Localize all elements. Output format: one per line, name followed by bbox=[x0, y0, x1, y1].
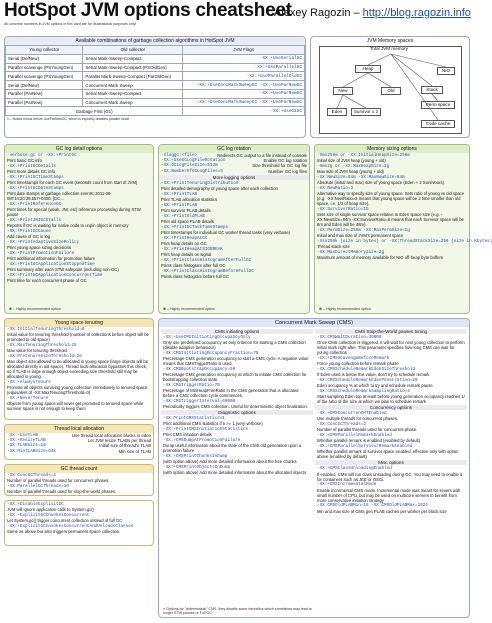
young-tenuring-box bbox=[4, 318, 154, 420]
memory-spaces-box bbox=[310, 36, 470, 138]
option-entry bbox=[159, 214, 309, 224]
option-flag: -XX:MinTLABSize=64k bbox=[7, 448, 56, 454]
option-flag: -XX:GCLogFileSize=512m bbox=[161, 163, 218, 169]
option-description: Periodically triggers CMS collection. Useful for deterministic object finalization. bbox=[163, 404, 308, 410]
option-flag: -XX:+PrintGCTaskTimeStamps bbox=[161, 224, 229, 230]
option-flag: -XX:ParallelGCThreads=16 bbox=[7, 484, 69, 489]
memory-sizing-legend bbox=[319, 307, 371, 311]
option-entry bbox=[161, 335, 313, 350]
option-description: Min and max size of CMS gen PLAB caches per worker per block size bbox=[317, 508, 447, 514]
option-flag: -XX:+PrintPromotionFailure bbox=[7, 251, 75, 256]
option-description: Enable incremental CMS mode. Incremental mode was meant for severs with small number of CPU, but may be used on multicore servers to benefit from more conservative initiation strategy bbox=[317, 487, 461, 503]
table-row bbox=[6, 72, 305, 81]
option-flag: -XX:+PrintHeapAtGC bbox=[161, 235, 208, 241]
gc-log-rotation-box bbox=[158, 144, 310, 314]
cell: -XX:+UseConcMarkSweepGC -XX:+UseParNewGC bbox=[183, 98, 305, 107]
deterministic-icon: ● bbox=[163, 607, 166, 611]
gc-log-rotation-title: GC log rotation bbox=[159, 145, 309, 153]
option-description: Add cause of GC in log bbox=[7, 234, 51, 240]
legend-text: – Highly recommended option bbox=[13, 307, 61, 311]
option-flag: -Xmx2g or -XX:MaxHeapSize=2g bbox=[317, 164, 390, 169]
cms-diag-title: Diagnostic options bbox=[161, 410, 313, 415]
option-description: Print heap details on GC bbox=[161, 241, 207, 247]
young-tenuring-title: Young space tenuring bbox=[5, 319, 153, 327]
explicit-gc-box bbox=[4, 500, 154, 546]
option-flag: -XX:+CMSDumpAtPromotionFailure bbox=[163, 438, 241, 444]
option-description: Promote all objects surviving young collection immediately to tenured space (equivalent of -XX:MaxTenuringThreshold=0) bbox=[7, 385, 148, 396]
option-flag: -XX:+PrintGCApplicationStoppedTime bbox=[7, 262, 95, 267]
option-description: If enabled, CMS will run class unloading during GC. You may need to enable it for containers such as JEE or OSGi. bbox=[317, 471, 463, 482]
option-flag: -XX:+CMSClassUnloadingEnabled bbox=[317, 466, 392, 472]
option-description: Max value for tenuring threshold bbox=[7, 348, 67, 354]
option-flag: -XX:+PrintGCTimeStamps bbox=[7, 175, 64, 180]
option-description: Number of parallel threads used for concurrent phase. bbox=[317, 427, 418, 433]
option-flag: -XX:+PrintJNIGCStalls bbox=[7, 218, 62, 223]
gc-log-rotation-legend bbox=[163, 307, 215, 311]
column-header: Young collector bbox=[6, 46, 83, 55]
cell: Serial (DefNew) bbox=[6, 54, 83, 63]
option-description: Enable GC log rotation bbox=[263, 158, 307, 164]
option-description: Print additional information for promotion failure bbox=[7, 256, 95, 262]
option-entry bbox=[315, 153, 469, 163]
option-description: Min size of TLAB bbox=[118, 448, 151, 454]
code-cache-node: Code cache bbox=[421, 120, 455, 128]
option-flag: -XX:+AlwaysTenure bbox=[7, 380, 51, 385]
option-entry bbox=[5, 273, 153, 283]
option-description: Once CMS collection is triggered, it will wait for next young collection to perform initial mark right after. This parameter specifies how long CMS can wait for young collection bbox=[317, 340, 465, 356]
option-flag: -XX:NewSize=64m -XX:MaxNewSize=64m bbox=[317, 175, 405, 180]
option-flag: -XX:CMSScheduleRemarkSamplingRatio=4 bbox=[317, 389, 410, 394]
option-flag: -XX:+CMSParallelSurvivorRemarkEnabled bbox=[317, 444, 413, 450]
option-entry bbox=[159, 269, 309, 279]
cell: Parallel (ParNew) bbox=[6, 98, 83, 107]
gc-log-rotation-list bbox=[159, 153, 309, 174]
option-description: Number of parallel threads used for stop-the-world phases. bbox=[7, 489, 117, 495]
option-entry bbox=[5, 484, 153, 494]
recommended-icon: ✱ bbox=[9, 307, 13, 311]
cms-initiating-title: CMS initiating options bbox=[161, 329, 313, 334]
cell: -XX:+UseG1GC bbox=[183, 107, 305, 116]
gc-thread-count-title: GC thread count bbox=[5, 465, 153, 473]
option-description: Print basic GC info bbox=[7, 158, 42, 164]
option-entry bbox=[315, 228, 469, 238]
option-entry bbox=[159, 192, 309, 202]
option-description: Print summary after each STW safepoint (including non-GC) bbox=[7, 267, 119, 273]
option-description: Print detailed demography of young space after each collection bbox=[161, 186, 278, 192]
cell: Concurrent Mark Sweep bbox=[83, 81, 183, 90]
option-description: Print timestamps for each GC event (seconds count from start of JVM) bbox=[7, 180, 138, 186]
author-name: Alexey Ragozin – bbox=[274, 7, 360, 19]
option-flag: -XX:TLABSize=1m bbox=[7, 443, 46, 449]
option-description: Thread stack size bbox=[317, 244, 350, 250]
option-description: Print times for special (weak, JNI, etc) reference processing during STW pause bbox=[7, 207, 141, 218]
option-description: Let JVM resize TLABs per thread bbox=[87, 438, 151, 444]
option-flag: -XX:+PrintGCDetails bbox=[7, 164, 56, 169]
option-flag: -XX:+CMSPrintChunksInDump bbox=[163, 454, 228, 460]
gc-log-detail-title: GC log detail options bbox=[5, 145, 153, 153]
survivor-node: Survivor x 2 bbox=[351, 108, 381, 116]
option-flag: -XX:+PrintPLAB bbox=[161, 202, 198, 208]
option-description: JVM will ignore application calls to System.gc() bbox=[7, 507, 95, 513]
option-description: Size threshold for GC log file bbox=[252, 163, 307, 169]
option-flag: -XX:NumberOfGCLogFiles=5 bbox=[161, 168, 223, 174]
option-flag: -XX:ConcGCThreads=2 bbox=[7, 473, 56, 478]
perm-space-node: Perm space bbox=[421, 101, 455, 109]
option-flag: -XX:+CMSParallelRemarkEnabled bbox=[317, 433, 392, 439]
option-description: If Eden used is below this value, don't try to schedule remark bbox=[317, 372, 430, 378]
option-entry bbox=[315, 186, 469, 206]
gc-combinations-table bbox=[5, 45, 305, 116]
gc-log-detail-legend bbox=[9, 307, 61, 311]
cell: Serial Mark-Sweep-Compact bbox=[83, 89, 183, 98]
option-flag: -XX:MaxDirectMemorySize=2g bbox=[317, 250, 385, 255]
option-description: Percentage of MinHeapFreeRatio in the CMS generation that is allocated before a CMS collection cycle commences. bbox=[163, 388, 299, 399]
page-title: HotSpot JVM options cheatsheet bbox=[4, 0, 292, 21]
option-description: Max size of JVM heap (young + old) bbox=[317, 169, 384, 175]
option-flag: -XX:+ExplicitGCInvokesConcurrent bbox=[7, 513, 90, 518]
option-description: Let System.gc() trigger concurrent collection instead of full GC bbox=[7, 518, 123, 524]
option-entry bbox=[315, 164, 469, 174]
option-entry bbox=[159, 236, 309, 246]
nio-node: NIO bbox=[437, 67, 455, 75]
option-description: Print young space sizing decisions bbox=[7, 245, 72, 251]
more-logging-list bbox=[159, 181, 309, 279]
cell: Serial (DefNew) bbox=[6, 81, 83, 90]
page-subtitle: All concrete numbers in JVM options in this card are for illustrational purposes only! bbox=[4, 22, 137, 26]
option-description: Initial size of thread's TLAB bbox=[99, 443, 151, 449]
cms-misc-title: Misc options bbox=[315, 460, 467, 465]
option-description: Use thread local allocation blocks in eden bbox=[71, 433, 151, 438]
option-entry bbox=[5, 524, 153, 534]
heap-node: Heap bbox=[355, 65, 381, 73]
option-flag: -XX:CMSBootstrapOccupancy=50 bbox=[163, 367, 236, 372]
option-description: Whether parallel remark is enabled (enabled by default) bbox=[317, 438, 421, 444]
option-flag: -XX:InitialTenuringThreshold=8 bbox=[7, 327, 85, 332]
option-entry bbox=[161, 427, 313, 437]
option-entry bbox=[315, 422, 467, 432]
option-flag: -XX:+PrintTLAB bbox=[161, 191, 198, 197]
memory-sizing-list bbox=[315, 153, 492, 261]
option-flag: -XX:ConcGCThreads=2 bbox=[317, 422, 366, 428]
option-description: Print survivor PLAB details bbox=[161, 208, 211, 214]
table-row bbox=[6, 63, 305, 72]
option-description: Max object size allowed to be allocated in young space (large objects will be allocated directly in old space). Thread local allocation bypasses this check, so if TLAB is large enough object exceeding size threshold still may be allocated in young. bbox=[7, 359, 149, 380]
option-entry bbox=[315, 239, 492, 250]
option-flag: -XX:+ResizeTLAB bbox=[7, 438, 46, 444]
option-entry bbox=[5, 186, 153, 201]
option-entry bbox=[161, 383, 313, 398]
option-description: Print additional CMS statistics if n >= 1 (very verbose) bbox=[163, 421, 263, 427]
table-header-row bbox=[6, 46, 305, 55]
option-flag: -XX:+UseTLAB bbox=[7, 433, 38, 438]
cms-box bbox=[158, 318, 470, 618]
option-entry bbox=[5, 229, 153, 239]
cell: -XX:+UseParallelGC bbox=[183, 63, 305, 72]
option-entry bbox=[5, 164, 153, 174]
option-flag: -XX:CMSTriggerInterval=60000 bbox=[163, 399, 236, 404]
option-entry bbox=[315, 389, 467, 404]
option-flag: -XX:CMSScheduleRemarkEdenSizeThreshold bbox=[317, 367, 415, 372]
option-entry bbox=[159, 225, 309, 235]
option-flag: -Xms256m or -XX:InitialHeapSize=256m bbox=[317, 153, 410, 158]
option-entry bbox=[5, 251, 153, 261]
option-entry bbox=[161, 454, 313, 464]
option-description: Print old space PLAB details bbox=[161, 219, 214, 225]
legend-text: – Highly recommended option bbox=[323, 307, 371, 311]
option-entry bbox=[5, 380, 153, 395]
legend-text: – Highly recommended option bbox=[167, 307, 215, 311]
blog-link[interactable]: http://blog.ragozin.info bbox=[362, 7, 471, 19]
option-entry bbox=[159, 258, 309, 268]
option-flag: -XX:+PrintGCCause bbox=[7, 229, 51, 234]
option-description: (with option above) Add more detailed information about the allocated objects bbox=[163, 470, 307, 476]
option-entry bbox=[315, 335, 467, 355]
option-entry bbox=[315, 250, 469, 260]
option-description: Percentage CMS generation occupancy to start a CMS cycle. A negative value means that CMSTriggerRatio is used. bbox=[163, 356, 309, 367]
cms-conc-list bbox=[315, 411, 467, 459]
more-logging-title: More logging options bbox=[159, 175, 309, 180]
option-description: Initial size of JVM heap (young + old) bbox=[317, 158, 386, 164]
option-flag: -XX:+UseCMSInitiatingOccupancyOnly bbox=[163, 335, 251, 340]
option-flag: -XX:+CMSPrintObjectsInDump bbox=[163, 465, 231, 471]
option-flag: -verbose:gc or -XX:+PrintGC bbox=[7, 153, 77, 158]
option-entry bbox=[315, 356, 467, 366]
gc-combinations-box bbox=[4, 36, 306, 138]
option-flag: -XX:+PrintCMSInitiationStatistics bbox=[163, 427, 249, 433]
option-flag: -XX:+PrintTenuringDistribution bbox=[161, 180, 239, 186]
cell: Serial Mark-Sweep-Compact (PSOldGen) bbox=[83, 63, 183, 72]
option-flag: -XX:MaxTenuringThreshold=15 bbox=[7, 343, 77, 348]
cms-misc-list bbox=[315, 466, 467, 513]
cell: Parallel scavenge (PSYoungGen) bbox=[6, 63, 83, 72]
option-flag: -XX:CMSTriggerRatio=70 bbox=[163, 383, 220, 388]
option-entry bbox=[5, 513, 153, 523]
cell: Parallel (ParNew) bbox=[6, 89, 83, 98]
option-row bbox=[159, 169, 309, 174]
option-entry bbox=[161, 399, 313, 409]
cms-left-column bbox=[161, 328, 313, 476]
cms-initiating-list bbox=[161, 335, 313, 409]
option-flag: -XX:SurvivorRatio=15 bbox=[317, 207, 369, 212]
option-flag: -XX:+PrintClassHistogramAfterFullGC bbox=[161, 257, 252, 263]
cms-conc-title: Concurrency options bbox=[315, 405, 467, 410]
cell: Serial Mark-Sweep-Compact bbox=[83, 54, 183, 63]
recommended-icon: ✱ bbox=[163, 307, 167, 311]
cms-right-column bbox=[315, 328, 467, 514]
thread-local-title: Thread local allocation bbox=[5, 425, 153, 433]
option-entry bbox=[5, 327, 153, 342]
option-entry bbox=[159, 247, 309, 257]
option-description: Initial value for tenuring threshold (number of collections before object will be promoted to old space) bbox=[7, 332, 149, 343]
option-description: Print date stamps at garbage collection events: 2011-09-08T14:20:29.557+0400: [GC... bbox=[7, 191, 112, 202]
option-flag: -Xss256k (size in bytes) or -XX:ThreadStackSize=256 (size in Kbytes) bbox=[317, 239, 492, 244]
cms-diag-list bbox=[161, 416, 313, 475]
option-entry bbox=[315, 482, 467, 502]
option-description: Number of parallel threads used for concurrent phases. bbox=[7, 478, 110, 484]
option-description: Use multiple threads for concurrent phases. bbox=[317, 416, 398, 422]
gc-thread-count-box bbox=[4, 464, 154, 496]
option-description: Force young collection before remark phase bbox=[317, 361, 399, 367]
option-description: Start sampling Eden top at least before young generation occupancy reaches 1/ of the ratio of the size at which we plan to schedule remark bbox=[317, 394, 465, 405]
option-description: Print heap details on signal bbox=[161, 252, 212, 258]
old-node: Old bbox=[381, 87, 401, 95]
cell: Parallel Mark-Sweep-Compact (ParOldGen) bbox=[83, 72, 183, 81]
cell: -XX:+UseParallelOldGC bbox=[183, 72, 305, 81]
option-entry bbox=[315, 175, 469, 185]
option-description: Redirects GC output to a file instead of console bbox=[217, 153, 307, 158]
option-description: Percentage CMS generation occupancy at which to initiate CMS collection for bootstrapping collection stats. bbox=[163, 372, 307, 383]
legend-text: Options for "deterministic" CMS, they disable some heuristics which sometimes may lead to longer STW pauses or Full GC bbox=[163, 607, 312, 615]
table-row bbox=[6, 107, 305, 116]
author-line bbox=[274, 7, 471, 19]
option-entry bbox=[315, 444, 467, 459]
option-description: Initial and max size of JVM's permanent space bbox=[317, 233, 404, 239]
option-flag: -XX:PrintCMSStatistics=1 bbox=[163, 416, 225, 422]
option-entry bbox=[5, 354, 153, 379]
option-entry bbox=[161, 465, 313, 475]
option-flag: -XX:PermSize=256m -XX:MaxPermSize=1g bbox=[317, 228, 410, 233]
option-description: Same as above but also triggers permanent space collection. bbox=[7, 529, 121, 535]
option-row bbox=[5, 449, 153, 454]
option-entry bbox=[161, 416, 313, 426]
explicit-gc-list bbox=[5, 501, 153, 534]
total-memory-label: Total JVM memory bbox=[369, 46, 409, 51]
option-entry bbox=[315, 503, 467, 513]
option-flag: -XX:CMSWaitDuration=30000 bbox=[317, 335, 382, 340]
option-flag: -XX:+PrintClassHistogramBeforeFullGC bbox=[161, 268, 254, 274]
option-flag: -XX:+PrintGCDateStamps bbox=[7, 186, 64, 191]
table-row bbox=[6, 98, 305, 107]
option-description: Alternative way to specify size of young space. Sets ratio of young vs old space (e.g. -XX:NewRatio=2 means that young space will be 2 time smaller than old space, i.e. 1/3 of heap size). bbox=[317, 191, 465, 207]
option-flag: -XX:+CMSScavengeBeforeRemark bbox=[317, 356, 390, 361]
gc-combinations-title: Available combinations of garbage collection algorithms in HotSpot JVM bbox=[5, 37, 305, 45]
option-flag: -XX:+NeverTenure bbox=[7, 396, 49, 401]
option-flag: -XX:+CMSIncrementalMode bbox=[317, 482, 377, 488]
option-entry bbox=[5, 175, 153, 185]
cell: Parallel scavenge (PSYoungGen) bbox=[6, 72, 83, 81]
option-flag: -XX:+DisableExplicitGC bbox=[7, 502, 64, 507]
option-entry bbox=[315, 466, 467, 481]
option-flag: -XX:+PrintReferenceGC bbox=[7, 202, 62, 207]
table-row bbox=[6, 89, 305, 98]
option-description: Whether parallel remark of survivor space enabled, effective only with option above (enabled by default) bbox=[317, 449, 459, 460]
option-flag: -XX:CMSScheduleRemarkEdenPenetration=20 bbox=[317, 378, 418, 383]
stack-node: Stack bbox=[421, 86, 443, 94]
option-description: (with option above) Add more detailed information about the free chunks bbox=[163, 459, 297, 465]
option-entry bbox=[159, 203, 309, 213]
column-header: Old collector bbox=[83, 46, 183, 55]
gc-thread-count-list bbox=[5, 473, 153, 494]
option-description: Print more details GC info bbox=[7, 169, 55, 175]
option-description: Maximum amount of memory available for NIO off-heap byte buffers bbox=[317, 255, 443, 261]
gc-table-note: 1 – Notice minus before UseParNewGC, which is explicitly disables parallel mode bbox=[7, 117, 130, 122]
option-entry bbox=[5, 396, 153, 411]
new-node: New bbox=[333, 87, 353, 95]
option-description: Objects from young space will never get promoted to tenured space while survivor space is not enough to keep them bbox=[7, 401, 144, 412]
option-entry bbox=[5, 343, 153, 353]
option-description: Print CMS initiation details bbox=[163, 432, 212, 438]
option-entry bbox=[315, 367, 467, 377]
memory-sizing-title: Memory sizing options bbox=[315, 145, 469, 153]
option-entry bbox=[5, 218, 153, 228]
option-description: Eden occupancy % at which to try and schedule remark pause bbox=[317, 383, 433, 389]
memory-diagram-connectors bbox=[311, 37, 471, 139]
option-entry bbox=[315, 433, 467, 443]
option-entry bbox=[315, 378, 467, 388]
option-entry bbox=[5, 153, 153, 163]
option-flag: -XX:+PrintOldPLAB bbox=[161, 213, 205, 219]
column-header: JVM Flags bbox=[183, 46, 305, 55]
option-description: Reports if GC is waiting for native code to unpin object in memory bbox=[7, 223, 129, 229]
gc-log-detail-list bbox=[5, 153, 153, 283]
option-entry bbox=[5, 240, 153, 250]
option-description: Number GC log files bbox=[268, 168, 307, 174]
cms-stw-title: CMS Stop-the-World pauses tuning bbox=[315, 329, 467, 334]
cell: -XX:+UseConcMarkSweepGC -XX:-UseParNewGC bbox=[183, 81, 305, 90]
cell: Concurrent Mark Sweep bbox=[83, 98, 183, 107]
cms-stw-list bbox=[315, 335, 467, 404]
option-flag: -XX:NewRatio=3 bbox=[317, 186, 354, 191]
option-flag: -XX:CMSInitiatingOccupancyFraction=70 bbox=[163, 351, 259, 356]
cms-title: Concurrent Mark Sweep (CMS) bbox=[159, 319, 469, 327]
option-flag: -XX:+PrintGCApplicationConcurrentTime bbox=[7, 273, 103, 278]
thread-local-box bbox=[4, 424, 154, 460]
cell: Garbage First (G1) bbox=[6, 107, 183, 116]
memory-sizing-box bbox=[314, 144, 492, 314]
option-entry bbox=[5, 502, 153, 512]
option-flag: -XX:+CMSConcurrentMTEnabled bbox=[317, 411, 387, 417]
option-flag: -XX:+ExplicitGCInvokesConcurrentAndUnloadsClasses bbox=[7, 524, 134, 529]
option-description: Print timestamps for individual GC worker thread tasks (very verbose) bbox=[161, 230, 290, 236]
option-flag: -XX:CMSOldPLABMin=16 -XX:CMSOldPLABMax=1024 bbox=[317, 503, 428, 509]
memory-spaces-title: JVM Memory spaces bbox=[366, 38, 414, 44]
option-description: Absolute (initial and max) size of young space (Eden + 2 Survivours) bbox=[317, 180, 444, 186]
option-description: Sets size of single survivor space relative to Eden space size (e.g. -XX:NewSize=64m -XX:SurvivorRatio=6 means that each Survivor space will be 8m and Eden will be 48m). bbox=[317, 212, 464, 228]
eden-node: Eden bbox=[327, 108, 347, 116]
option-flag: -XX:+UseGCLogFileRotation bbox=[161, 158, 226, 164]
table-row bbox=[6, 81, 305, 90]
table-row bbox=[6, 54, 305, 63]
option-entry bbox=[159, 181, 309, 191]
option-flag: -XX:+PrintHeapAtSIGBREAK bbox=[161, 246, 223, 252]
option-description: Print time for each concurrent phase of GC bbox=[7, 278, 87, 284]
option-entry bbox=[161, 438, 313, 453]
option-description: Prints class histogram after full GC bbox=[161, 263, 226, 269]
option-description: Only use predefined occupancy as only criterion for starting a CMS collection (disable adaptive behaviour) bbox=[163, 340, 306, 351]
gc-log-detail-box bbox=[4, 144, 154, 314]
option-entry bbox=[5, 262, 153, 272]
option-entry bbox=[315, 411, 467, 421]
option-entry bbox=[5, 202, 153, 217]
cms-legend bbox=[163, 607, 313, 615]
cell: -XX:+UseParNewGC bbox=[183, 89, 305, 98]
option-entry bbox=[161, 351, 313, 366]
option-flag: -Xloggc:<file> bbox=[161, 153, 198, 158]
option-flag: -XX:PretenureSizeThreshold=2m bbox=[7, 354, 82, 359]
option-entry bbox=[5, 473, 153, 483]
recommended-icon: ✱ bbox=[319, 307, 323, 311]
option-description: Prints class histogram before full GC bbox=[161, 274, 229, 280]
option-flag: -XX:+PrintAdaptiveSizePolicy bbox=[7, 240, 80, 245]
cell: -XX:+UseSerialGC bbox=[183, 54, 305, 63]
thread-local-list bbox=[5, 433, 153, 454]
option-entry bbox=[161, 367, 313, 382]
option-description: Print TLAB allocation statistics bbox=[161, 197, 218, 203]
option-entry bbox=[315, 207, 469, 227]
young-tenuring-list bbox=[5, 327, 153, 411]
option-description: Dump useful information about the state of the CMS old generation upon a promotion failure bbox=[163, 443, 302, 454]
